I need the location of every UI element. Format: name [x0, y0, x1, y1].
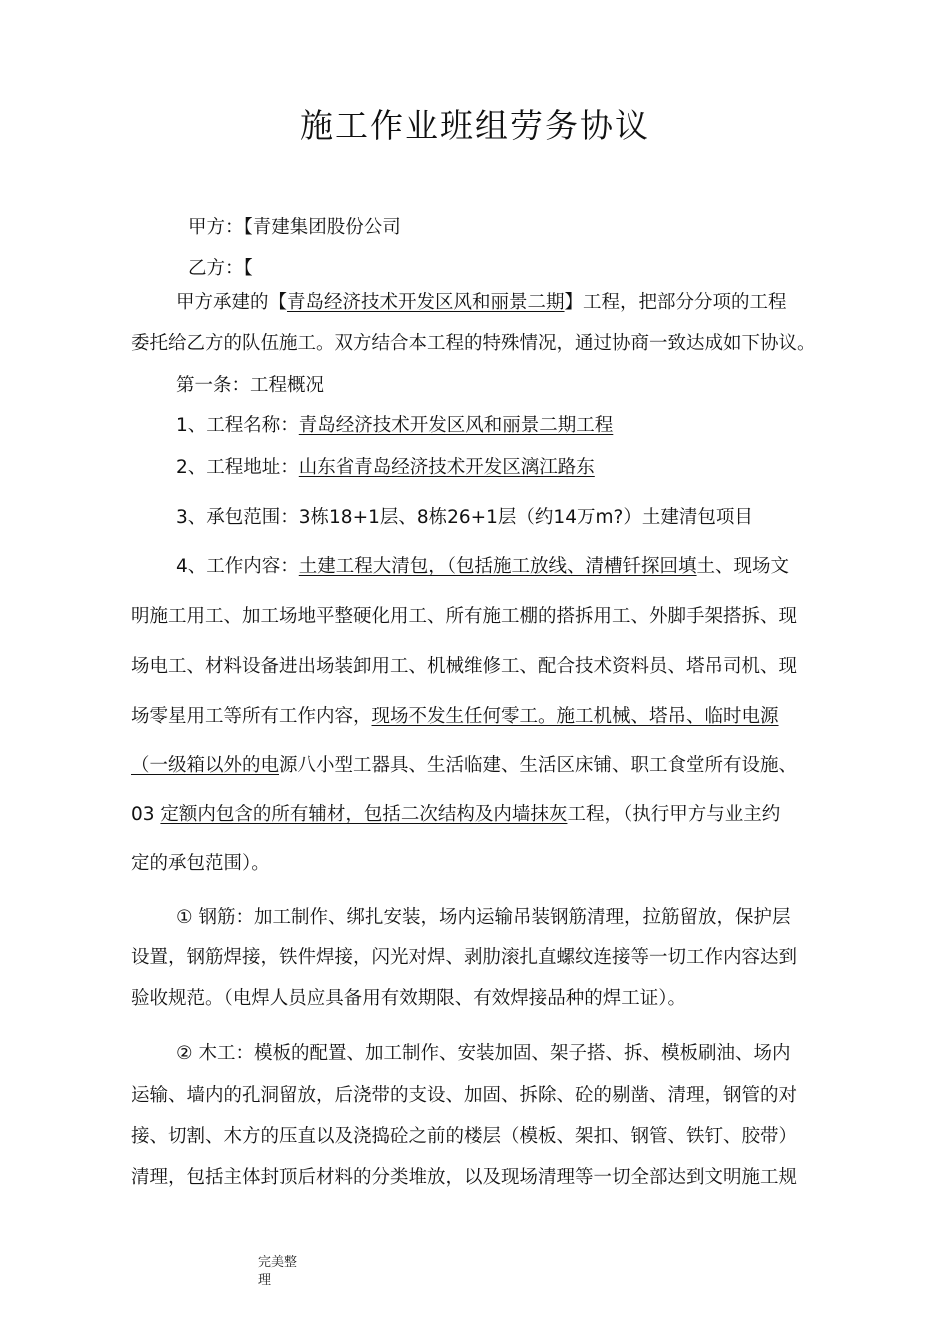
intro-text: 】工程，把部分分项的工程: [564, 292, 787, 313]
item-4-underlined: 土建工程大清包，（包括施工放线、清槽钎探回填: [298, 556, 697, 577]
party-a-value: 青建集团股份公司: [252, 217, 401, 238]
item-4-line-1: [176, 555, 789, 579]
intro-text: 甲方承建的【: [176, 292, 288, 313]
item-4-line-2: 明施工用工、加工场地平整硬化用工、所有施工棚的搭拆用工、外脚手架搭拆、现: [131, 606, 798, 627]
rebar-line-2: 设置，钢筋焊接，铁件焊接，闪光对焊、剥肋滚扎直螺纹连接等一切工作内容达到: [131, 947, 798, 968]
item-2-label: 2、工程地址：: [176, 457, 299, 478]
document-title: 施工作业班组劳务协议: [300, 106, 650, 145]
footer-text-1: 完美整: [258, 1255, 298, 1270]
item-4-line-6: [131, 803, 780, 827]
rebar-line-3: 验收规范。（电焊人员应具备用有效期限、有效焊接品种的焊工证）。: [131, 988, 687, 1009]
item-4-text: 源八小型工器具、生活临建、生活区床铺、职工食堂所有设施、: [279, 755, 798, 776]
project-name-underlined: 青岛经济技术开发区风和丽景二期: [287, 292, 565, 313]
carpentry-line-4: 清理，包括主体封顶后材料的分类堆放，以及现场清理等一切全部达到文明施工规: [131, 1167, 798, 1188]
carpentry-line-1: ② 木工：模板的配置、加工制作、安装加固、架子搭、拆、模板刷油、场内: [176, 1043, 791, 1064]
item-4-label: 4、工作内容：: [176, 556, 299, 577]
item-4-underlined: 现场不发生任何零工。施工机械、塔吊、临时电源: [371, 706, 779, 727]
party-b-label: 乙方：【: [188, 258, 253, 279]
item-2-value: 山东省青岛经济技术开发区漓江路东: [298, 457, 595, 478]
item-1-label: 1、工程名称：: [176, 415, 299, 436]
item-4-line-5: [131, 754, 797, 778]
item-4-line-7: 定的承包范围）。: [131, 853, 270, 874]
party-a-label: 甲方：【: [188, 217, 253, 238]
party-b-line: [188, 257, 253, 281]
item-3-line: 3、承包范围：3栋18+1层、8栋26+1层（约14万m?）土建清包项目: [176, 507, 753, 528]
intro-line-1: [176, 291, 787, 315]
item-4-underlined: （一级箱以外的电: [131, 755, 280, 776]
item-4-text: 场零星用工等所有工作内容，: [131, 706, 372, 727]
item-4-text: 土、现场文: [696, 556, 790, 577]
party-a-line: [188, 216, 401, 240]
item-4-line-3: 场电工、材料设备进出场装卸用工、机械维修工、配合技术资料员、塔吊司机、现: [131, 656, 798, 677]
intro-line-2: 委托给乙方的队伍施工。双方结合本工程的特殊情况，通过协商一致达成如下协议。: [131, 333, 816, 354]
item-1-value: 青岛经济技术开发区风和丽景二期工程: [298, 415, 614, 436]
carpentry-line-2: 运输、墙内的孔洞留放，后浇带的支设、加固、拆除、砼的剔凿、清理，钢管的对: [131, 1085, 798, 1106]
item-2-line: [176, 456, 595, 480]
item-1-line: [176, 414, 613, 438]
article-1-heading: 第一条：工程概况: [176, 375, 325, 396]
item-4-text: 工程，（执行甲方与业主约: [567, 804, 781, 825]
footer-text-2: 理: [258, 1273, 272, 1288]
item-4-line-4: [131, 705, 779, 729]
rebar-line-1: ① 钢筋：加工制作、绑扎安装，场内运输吊装钢筋清理，拉筋留放，保护层: [176, 907, 791, 928]
carpentry-line-3: 接、切割、木方的压直以及浇捣砼之前的楼层（模板、架扣、钢管、铁钉、胶带）: [131, 1126, 798, 1147]
item-4-underlined: 定额内包含的所有辅材，包括二次结构及内墙抹灰: [160, 804, 568, 825]
item-4-text: 03: [131, 804, 161, 825]
